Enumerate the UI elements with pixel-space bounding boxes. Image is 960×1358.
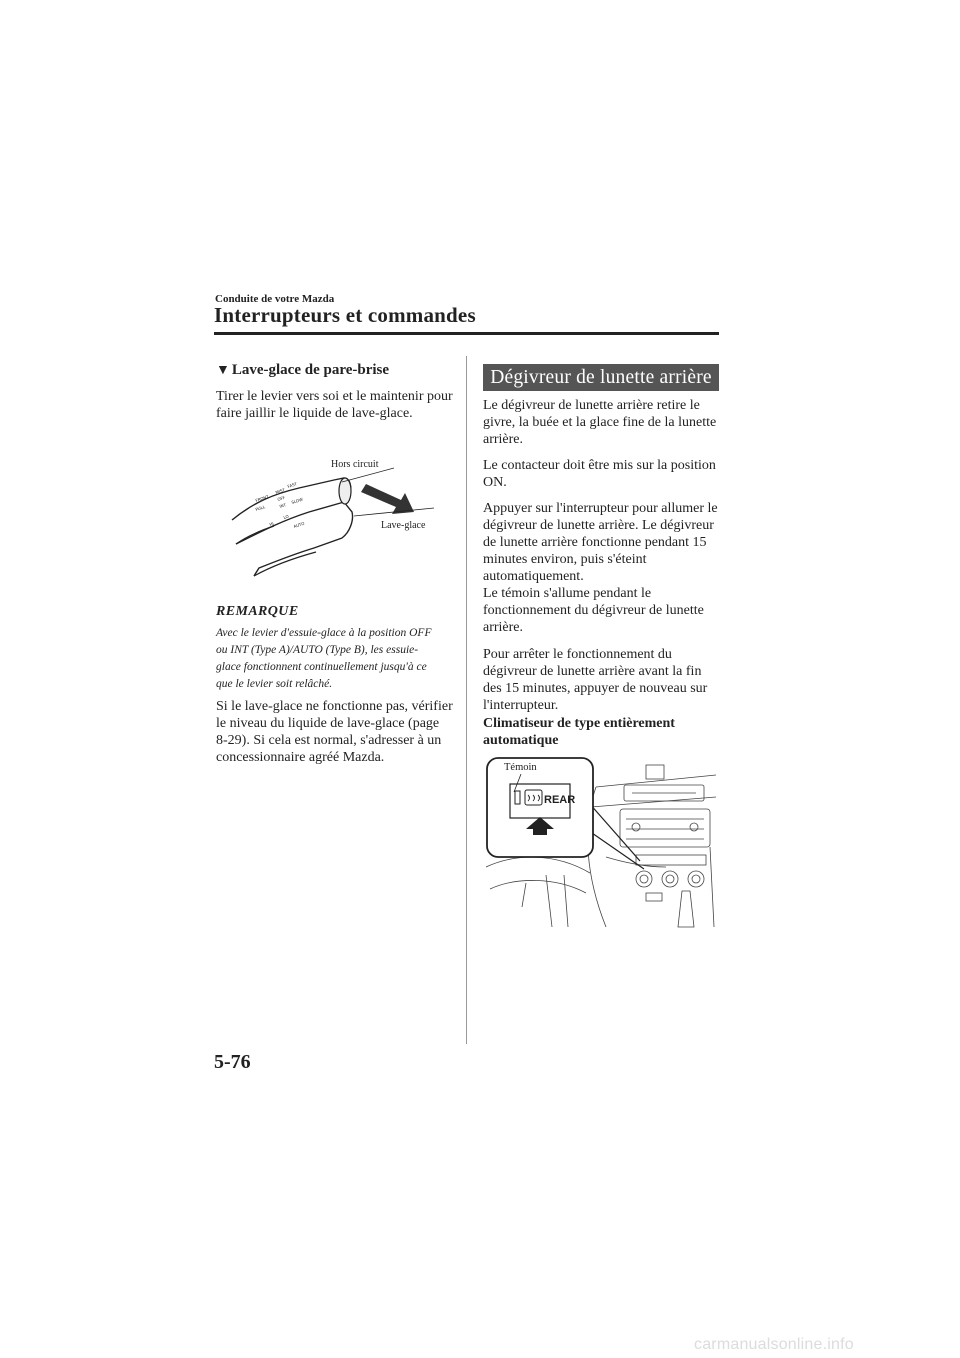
lever-mark: SLOW	[290, 496, 304, 505]
lever-mark: HI	[268, 520, 275, 527]
text-line: arrière.	[483, 620, 524, 635]
intro-paragraph	[216, 388, 453, 422]
text-line: dégivreur de lunette arrière avant la fin	[483, 664, 702, 679]
triangle-down-icon: ▼	[216, 363, 230, 378]
text-line: minutes environ, puis s'éteint	[483, 552, 647, 567]
subheading-text: Lave-glace de pare-brise	[231, 362, 390, 378]
text-line: arrière.	[483, 432, 524, 447]
lever-mark: INT	[278, 502, 287, 509]
washer-check-paragraph	[216, 698, 453, 766]
text-line: Appuyer sur l'interrupteur pour allumer le	[483, 501, 718, 516]
text-line: faire jaillir le liquide de lave-glace.	[216, 406, 413, 421]
note-heading: REMARQUE	[216, 604, 299, 619]
lever-mark: MIST	[274, 487, 286, 495]
defroster-paragraph-2	[483, 457, 716, 491]
column-divider	[466, 356, 467, 1044]
text-line: automatiquement.	[483, 569, 584, 584]
text-line: automatique	[483, 733, 559, 748]
label-indicator: Témoin	[504, 762, 537, 773]
header-rule	[214, 332, 719, 335]
text-line: Tirer le levier vers soi et le maintenir pour	[216, 389, 453, 404]
text-line: concessionnaire agréé Mazda.	[216, 750, 385, 765]
lever-mark: LO	[282, 513, 290, 520]
lever-mark: FAST	[286, 481, 298, 489]
defroster-paragraph-1	[483, 397, 716, 448]
breadcrumb: Conduite de votre Mazda	[215, 293, 335, 305]
text-line: Si le lave-glace ne fonctionne pas, vérifier	[216, 699, 453, 714]
text-line: Le contacteur doit être mis sur la position	[483, 458, 716, 473]
lever-mark: AUTO	[292, 520, 306, 529]
text-line: givre, la buée et la glace fine de la lunette	[483, 415, 717, 430]
label-off: Hors circuit	[331, 459, 379, 470]
climate-heading	[483, 715, 719, 749]
wiper-lever-figure	[214, 440, 459, 580]
lever-mark: FRONT	[254, 493, 270, 503]
lever-mark: OFF	[276, 494, 286, 502]
note-text	[216, 625, 456, 693]
watermark: carmanualsonline.info	[694, 1336, 854, 1353]
text-line: Pour arrêter le fonctionnement du	[483, 647, 672, 662]
rear-button-text: REAR	[544, 794, 576, 806]
text-line: de lunette arrière fonctionne pendant 15	[483, 535, 707, 550]
defroster-paragraph-3	[483, 500, 718, 636]
note-line: ou INT (Type A)/AUTO (Type B), les essuie-	[216, 644, 419, 656]
label-washer: Lave-glace	[381, 520, 426, 531]
text-line: fonctionnement du dégivreur de lunette	[483, 603, 704, 618]
section-banner: Dégivreur de lunette arrière	[483, 364, 719, 391]
text-line: 8-29). Si cela est normal, s'adresser à un	[216, 733, 442, 748]
note-line: Avec le levier d'essuie-glace à la position OFF	[216, 627, 432, 639]
lever-mark: PULL	[254, 504, 266, 512]
text-line: dégivreur de lunette arrière. Le dégivreur	[483, 518, 714, 533]
text-line: ON.	[483, 475, 507, 490]
text-line: le niveau du liquide de lave-glace (page	[216, 716, 440, 731]
subheading-washer	[216, 362, 389, 379]
text-line: Climatiseur de type entièrement	[483, 716, 675, 731]
text-line: des 15 minutes, appuyer de nouveau sur	[483, 681, 708, 696]
text-line: Le témoin s'allume pendant le	[483, 586, 652, 601]
note-line: que le levier soit relâché.	[216, 678, 333, 690]
chapter-title: Interrupteurs et commandes	[214, 303, 476, 327]
note-line: glace fonctionnent continuellement jusqu'à ce	[216, 661, 427, 673]
text-line: Le dégivreur de lunette arrière retire le	[483, 398, 700, 413]
text-line: l'interrupteur.	[483, 698, 559, 713]
defroster-paragraph-4	[483, 646, 707, 714]
dashboard-figure	[486, 757, 718, 929]
page-number: 5-76	[214, 1051, 251, 1073]
